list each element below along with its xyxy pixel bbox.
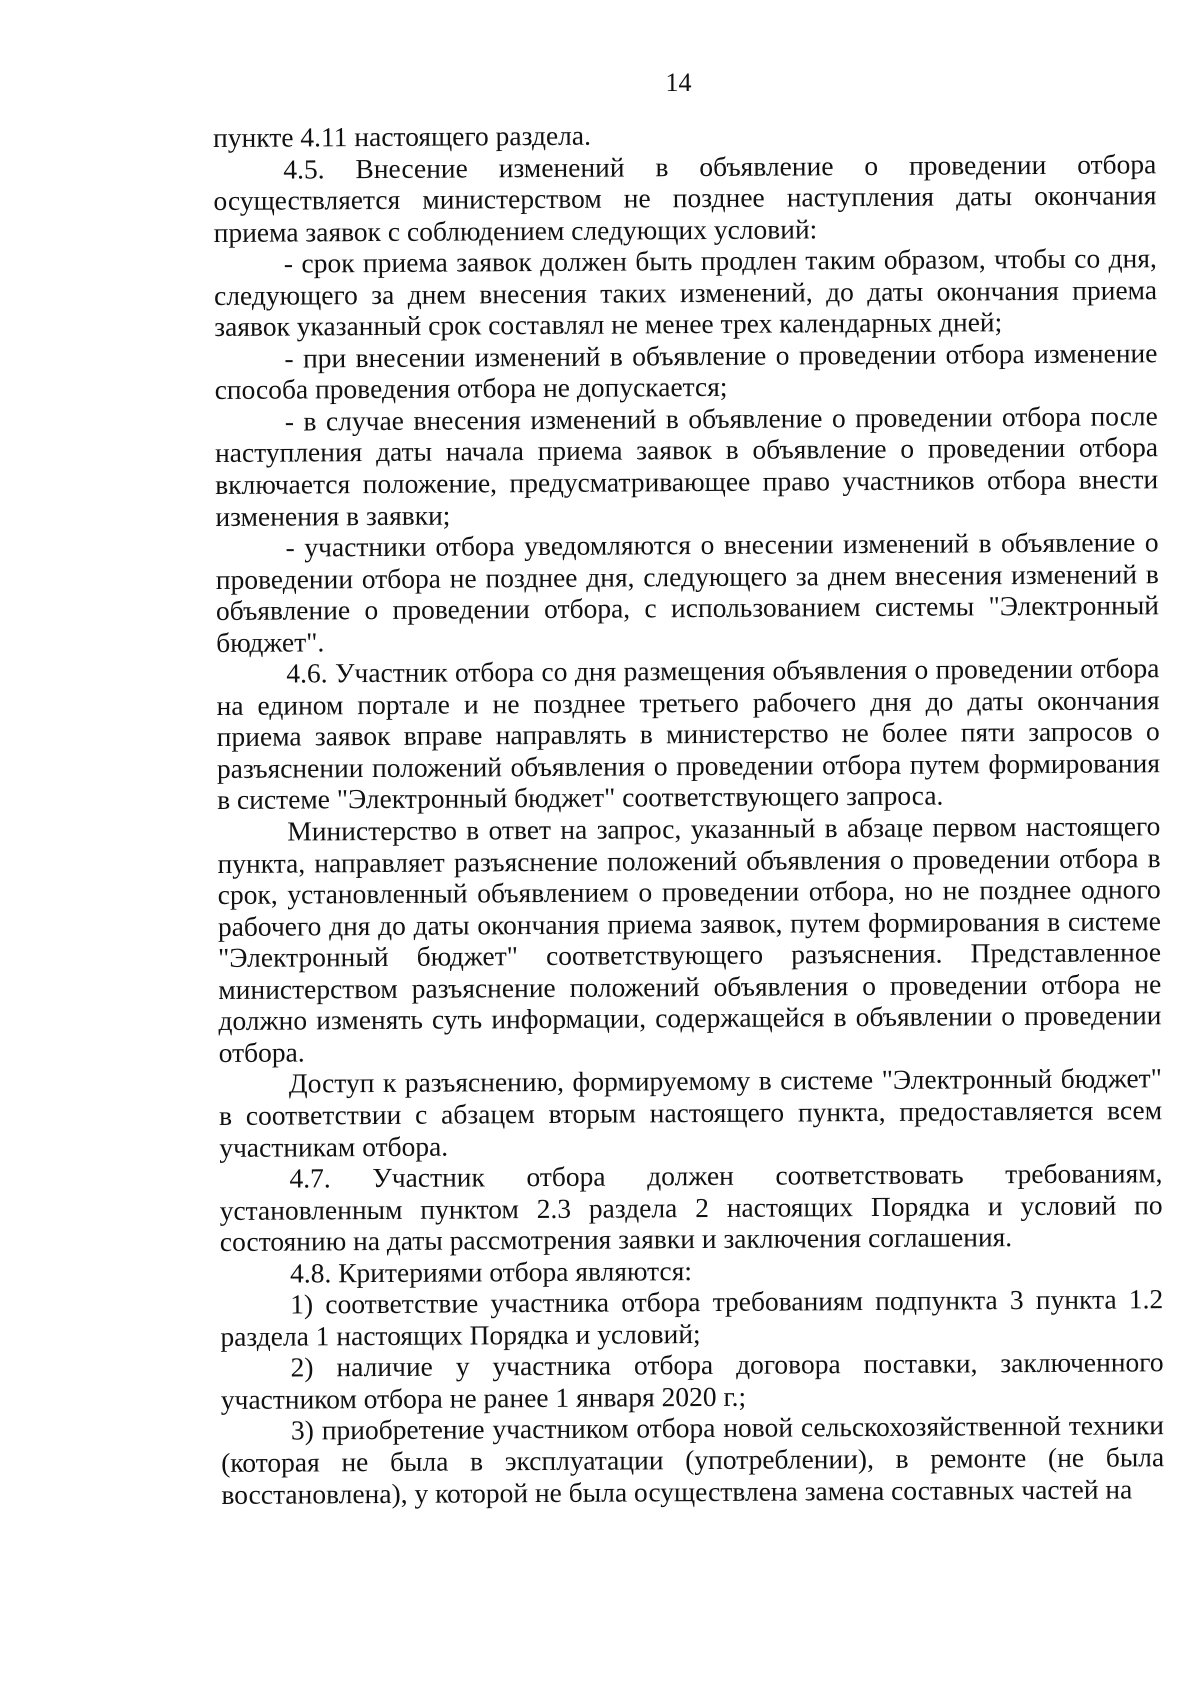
paragraph-4-7: 4.7. Участник отбора должен соответствовать требованиям, установленным пунктом 2.3 раздела 2 настоящих Порядка и условий по состоянию на даты рассмотрения заявки и заключения соглашения. (219, 1157, 1163, 1258)
paragraph-4-5-item-2: - при внесении изменений в объявление о проведении отбора изменение способа проведения отбора не допускается; (214, 337, 1158, 406)
paragraph-4-8: 4.8. Критериями отбора являются: (289, 1254, 693, 1289)
paragraph-4-8-criterion-2: 2) наличие у участника отбора договора поставки, заключенного участником отбора не ранее 1 января 2020 г.; (220, 1346, 1164, 1415)
paragraph-4-6: 4.6. Участник отбора со дня размещения объявления о проведении отбора на едином портале и не позднее третьего рабочего дня до даты окончания приема заявок вправе направлять в министерство не более пяти запросов о разъяснении положений объявления о проведении отбора путем формирования в системе "Электронный бюджет" соответствующего запроса. (216, 652, 1161, 816)
paragraph-4-8-criterion-3: 3) приобретение участником отбора новой сельскохозяйственной техники (которая не была в эксплуатации (употреблении), в ремонте (не была восстановлена), у которой не была осуществлена замена составных частей на (221, 1409, 1165, 1510)
paragraph-4-5-item-4: - участники отбора уведомляются о внесении изменений в объявление о проведении отбора не позднее дня, следующего за днем внесения изменений в объявление о проведении отбора, с использованием системы "Электронный бюджет". (215, 526, 1160, 658)
page-number: 14 (665, 68, 692, 97)
paragraph-4-5-item-3: - в случае внесения изменений в объявление о проведении отбора после наступления даты начала приема заявок в объявление о проведении отбора включается положение, предусматривающее право участников отбора внести изменения в заявки; (214, 400, 1159, 532)
paragraph-4-5: 4.5. Внесение изменений в объявление о проведении отбора осуществляется министерством не позднее наступления даты окончания приема заявок с соблюдением следующих условий: (213, 147, 1157, 248)
paragraph-4-5-item-1: - срок приема заявок должен быть продлен таким образом, чтобы со дня, следующего за днем внесения таких изменений, до даты окончания приема заявок указанный срок составлял не менее трех календарных дней; (213, 242, 1158, 343)
paragraph-4-6-access: Доступ к разъяснению, формируемому в системе "Электронный бюджет" в соответствии с абзацем вторым настоящего пункта, предоставляется всем участникам отбора. (218, 1062, 1163, 1163)
paragraph-continuation: пункте 4.11 настоящего раздела. (213, 119, 592, 153)
paragraph-4-8-criterion-1: 1) соответствие участника отбора требованиям подпункта 3 пункта 1.2 раздела 1 настоящих Порядка и условий; (220, 1283, 1164, 1352)
paragraph-4-6-ministry-response: Министерство в ответ на запрос, указанный в абзаце первом настоящего пункта, направляет разъяснение положений объявления о проведении отбора в срок, установленный объявлением о проведении отбора, но не позднее одного рабочего дня до даты окончания приема заявок, путем формирования в системе "Электронный бюджет" соответствующего разъяснения. Представленное министерством разъяснение положений объявления о проведении отбора не должно изменять суть информации, содержащейся в объявлении о проведении отбора. (217, 810, 1162, 1068)
document-body (213, 116, 1164, 1510)
